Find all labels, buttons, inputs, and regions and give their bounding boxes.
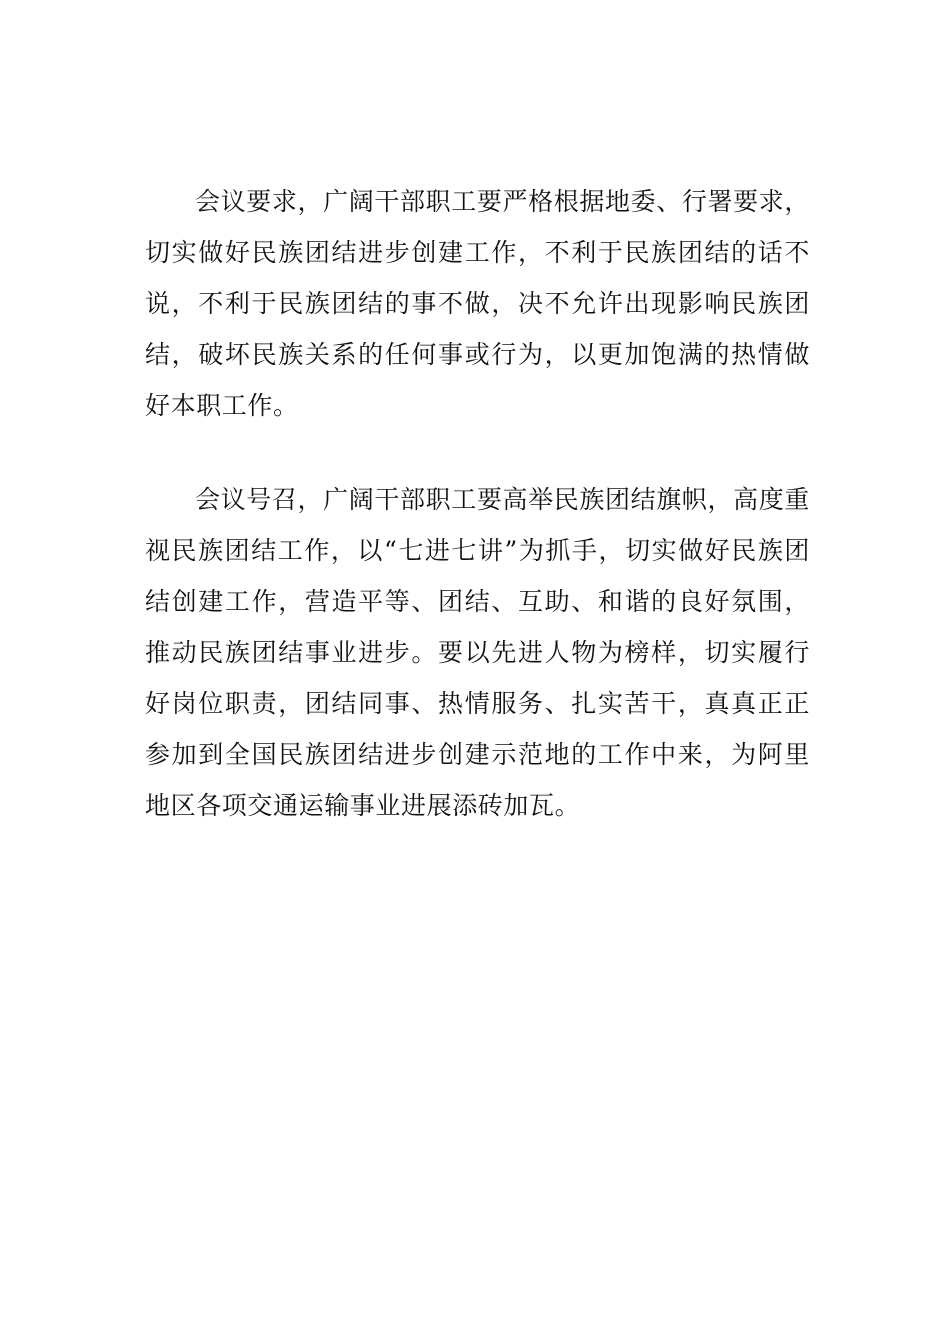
paragraph-meeting-requirements: 会议要求，广阔干部职工要严格根据地委、行署要求，切实做好民族团结进步创建工作，不利于民族团结的话不说，不利于民族团结的事不做，决不允许出现影响民族团结，破坏民族关系的任何事或行为，以更加饱满的热情做好本职工作。	[145, 187, 810, 420]
paragraph-meeting-call: 会议号召，广阔干部职工要高举民族团结旗帜，高度重视民族团结工作，以“七进七讲”为抓手，切实做好民族团结创建工作，营造平等、团结、互助、和谐的良好氛围，推动民族团结事业进步。要以先进人物为榜样，切实履行好岗位职责，团结同事、热情服务、扎实苦干，真真正正参加到全国民族团结进步创建示范地的工作中来，为阿里地区各项交通运输事业进展添砖加瓦。	[145, 485, 810, 820]
